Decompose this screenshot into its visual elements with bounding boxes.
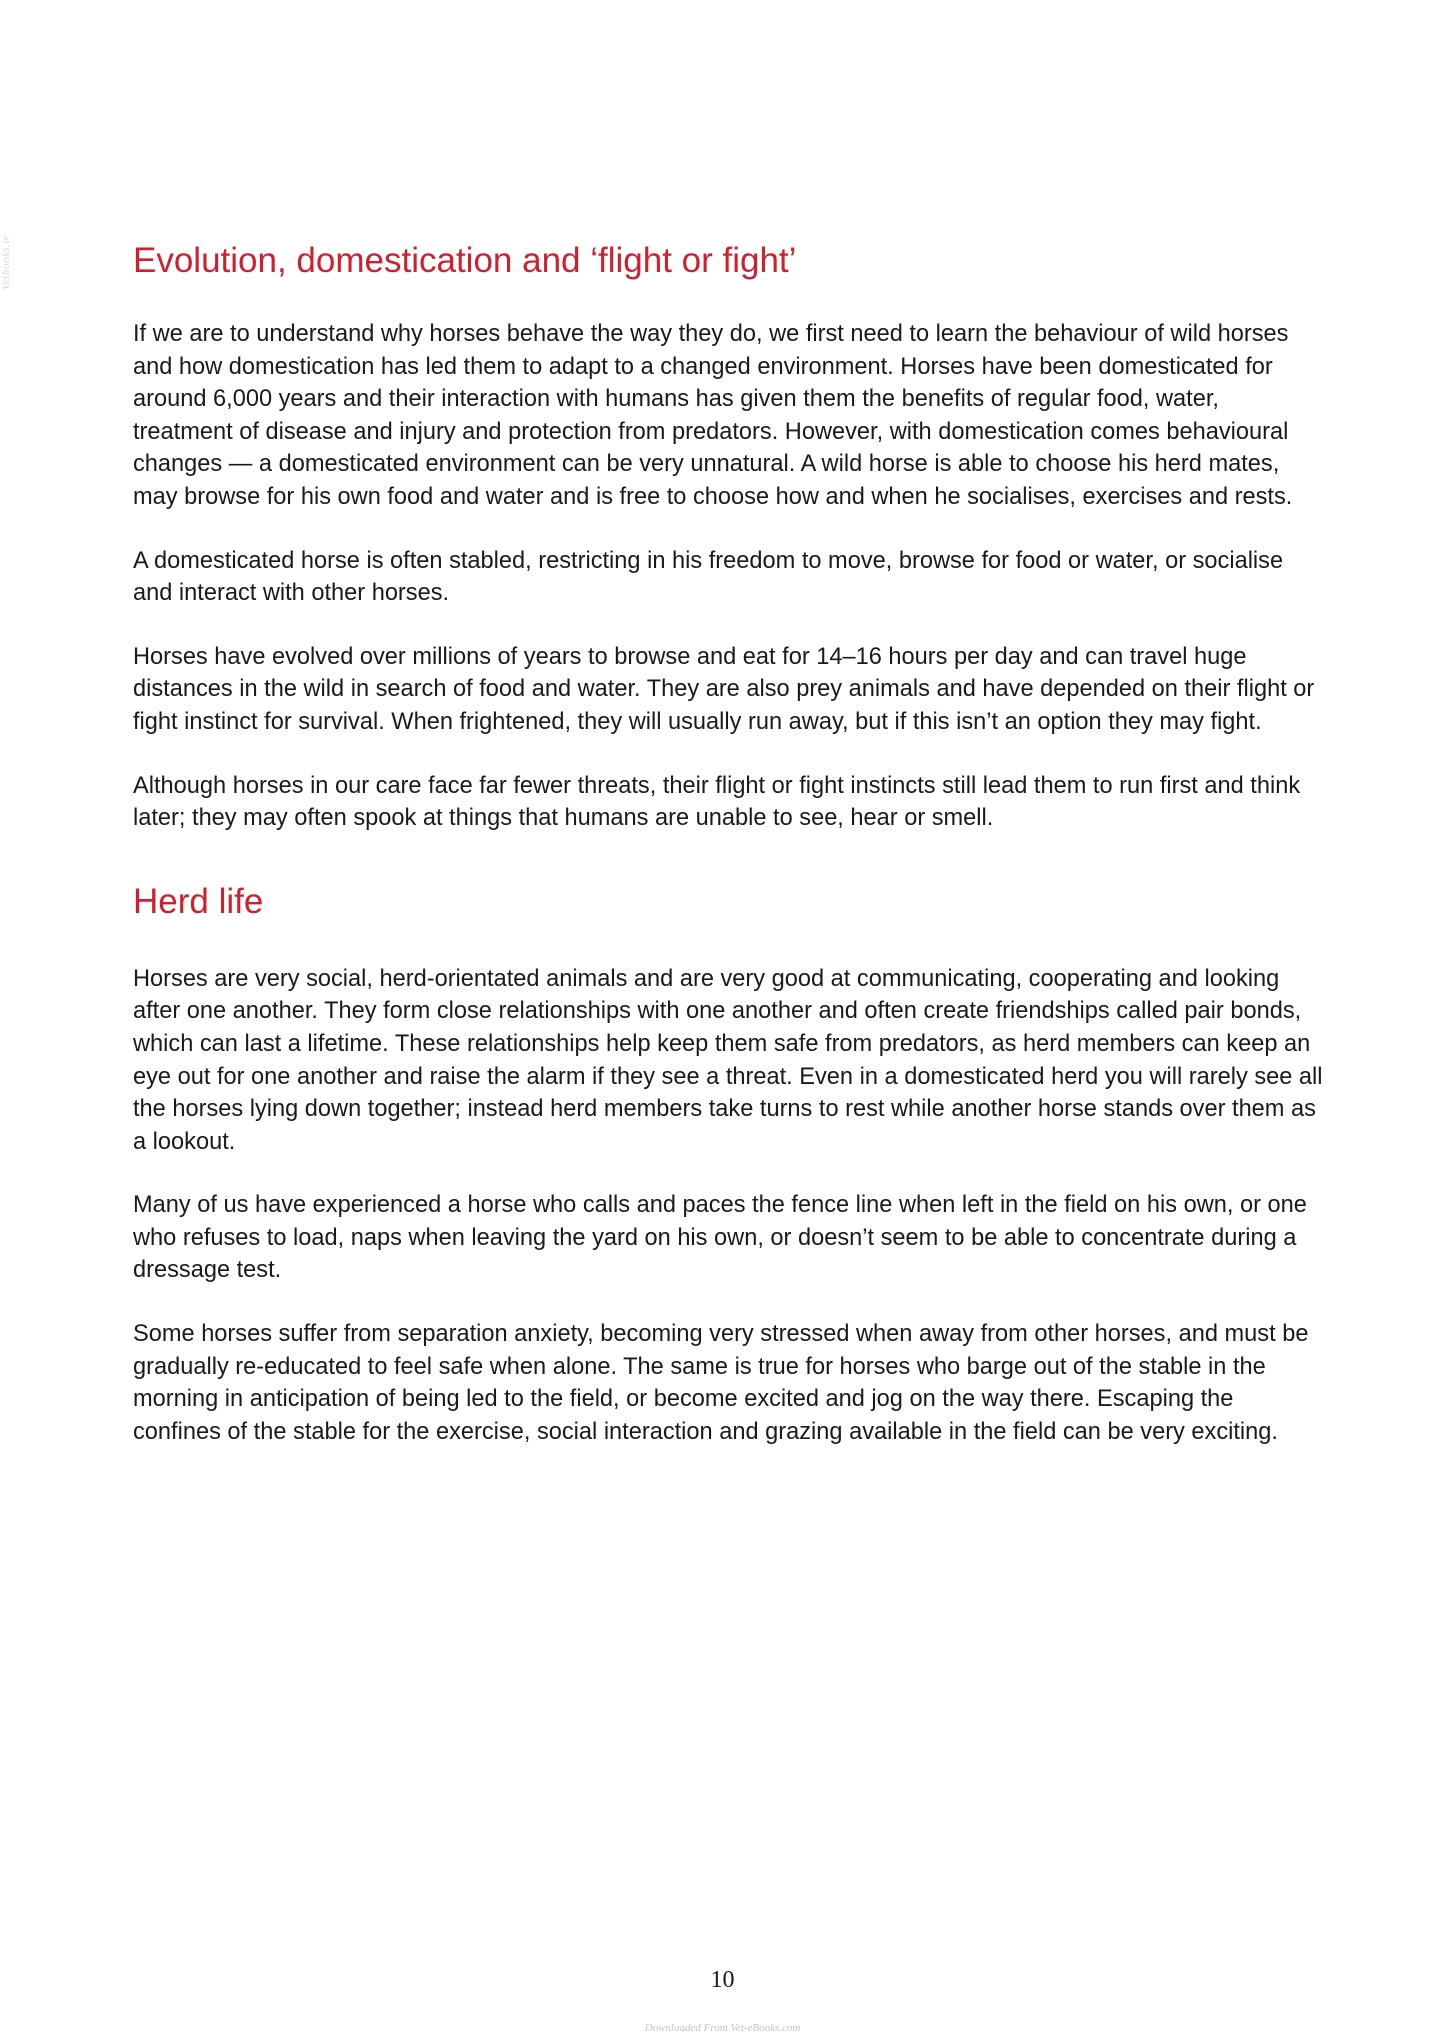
paragraph: A domesticated horse is often stabled, restricting in his freedom to move, browse for food or water, or socialise and interact with other horses. — [133, 547, 1284, 607]
section-heading-evolution: Evolution, domestication and ‘flight or fight’ — [133, 241, 797, 280]
paragraph: If we are to understand why horses behave the way they do, we first need to learn the behaviour of wild horses and how domestication has led them to adapt to a changed environment. Horses have been domesticated for around 6,000 years and their interaction with humans has given them the benefits of regular food, water, treatment of disease and injury and protection from predators. However, with domestication comes behavioural changes — a domesticated environment can be very unnatural. A wild horse is able to choose his herd mates, may browse for his own food and water and is free to choose how and when he socialises, exercises and rests. — [133, 321, 1293, 510]
paragraph: Some horses suffer from separation anxiety, becoming very stressed when away from other horses, and must be gradually re-educated to feel safe when alone. The same is true for horses who barge out of the stable in the morning in anticipation of being led to the field, or become excited and jog on the way there. Escaping the confines of the stable for the exercise, social interaction and grazing available in the field can be very exciting. — [133, 1321, 1309, 1445]
paragraph: Horses have evolved over millions of years to browse and eat for 14–16 hours per day and can travel huge distances in the wild in search of food and water. They are also prey animals and have depended on their flight or fight instinct for survival. When frightened, they will usually run away, but if this isn’t an option they may fight. — [133, 643, 1315, 735]
page-content — [133, 240, 1323, 1479]
section-heading-herd-life: Herd life — [133, 881, 264, 921]
side-watermark: Vetbooks.ir — [0, 235, 12, 290]
page-number: 10 — [710, 1967, 735, 1993]
footer-watermark: Downloaded From Vet-eBooks.com — [644, 2022, 801, 2034]
paragraph: Although horses in our care face far fewer threats, their flight or fight instincts still lead them to run first and think later; they may often spook at things that humans are unable to see, hear or smell. — [133, 772, 1301, 832]
paragraph: Horses are very social, herd-orientated animals and are very good at communicating, cooperating and looking after one another. They form close relationships with one another and often create friendships called pair bonds, which can last a lifetime. These relationships help keep them safe from predators, as herd members can keep an eye out for one another and raise the alarm if they see a threat. Even in a domesticated herd you will rarely see all the horses lying down together; instead herd members take turns to rest while another horse stands over them as a lookout. — [133, 965, 1323, 1155]
paragraph: Many of us have experienced a horse who calls and paces the fence line when left in the field on his own, or one who refuses to load, naps when leaving the yard on his own, or doesn’t seem to be able to concentrate during a dressage test. — [133, 1192, 1307, 1284]
